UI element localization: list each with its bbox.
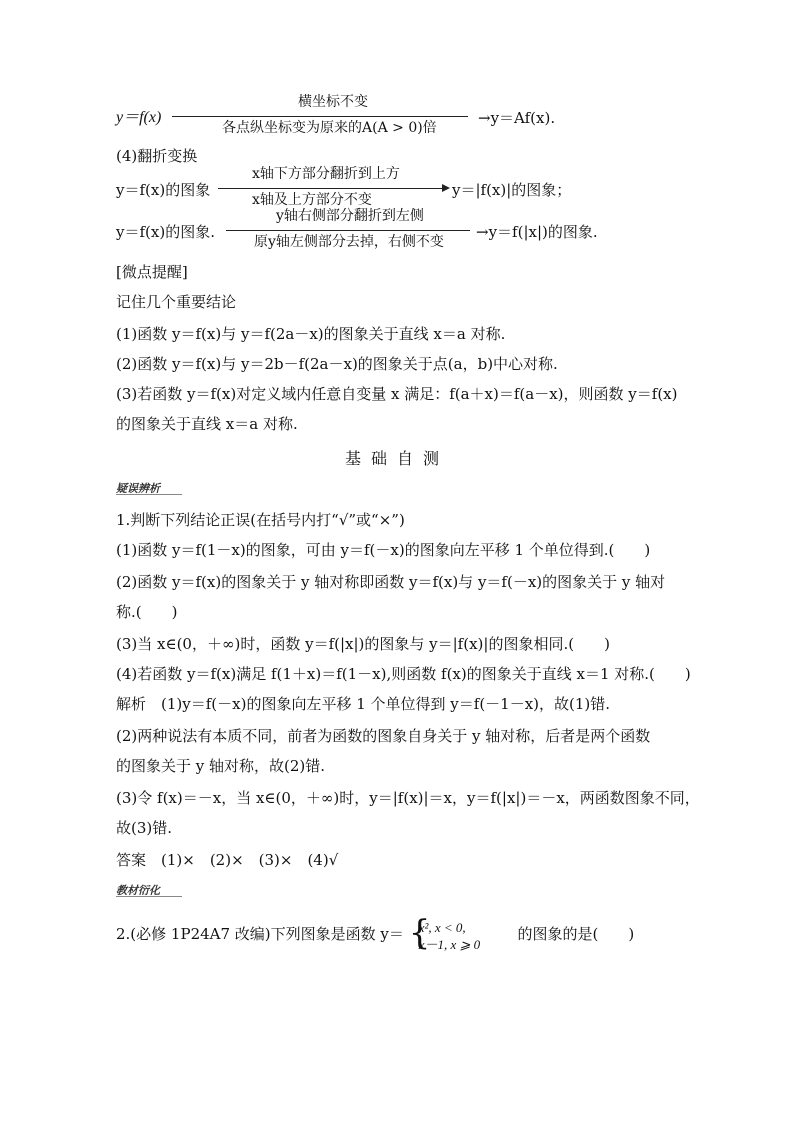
q2-suffix: 的图象的是( ) <box>517 925 635 943</box>
flip-heading: (4)翻折变换 <box>116 147 198 165</box>
flip-source-1: y＝f(x)的图象 <box>116 181 211 199</box>
q2-prefix: 2.(必修 1P24A7 改编)下列图象是函数 y＝ <box>116 925 404 943</box>
q1-item-3: (3)当 x∈(0，＋∞)时，函数 y＝f(|x|)的图象与 y＝|f(x)|的图象相同.( ) <box>116 635 610 653</box>
piecewise-case-1: x², x < 0, <box>418 920 466 935</box>
arrow-label-bottom: x轴及上方部分不变 <box>252 192 372 208</box>
q1-analysis-3: 的图象关于 y 轴对称，故(2)错. <box>116 757 326 775</box>
arrow-label-bottom: 各点纵坐标变为原来的A(A > 0)倍 <box>222 120 437 136</box>
transform-arrow-1 <box>172 94 472 138</box>
arrow-label-top: 横坐标不变 <box>298 94 368 110</box>
tag-error-analysis: 疑误辨析 <box>116 482 160 495</box>
arrow-head <box>442 184 450 192</box>
tag-underline <box>116 896 182 897</box>
q1-analysis-2: (2)两种说法有本质不同，前者为函数的图象自身关于 y 轴对称，后者是两个函数 <box>116 727 651 745</box>
note-item-2: (2)函数 y＝f(x)与 y＝2b－f(2a－x)的图象关于点(a，b)中心对称. <box>116 355 558 373</box>
flip-result-2: →y＝f(|x|)的图象. <box>476 223 598 241</box>
flip-arrow-1 <box>218 166 450 210</box>
notes-intro: 记住几个重要结论 <box>116 293 237 311</box>
flip-result-1: y＝|f(x)|的图象； <box>452 181 572 199</box>
piecewise-function <box>408 913 513 953</box>
flip-arrow-2 <box>226 208 476 252</box>
arrow-shaft <box>172 116 468 117</box>
arrow-label-top: x轴下方部分翻折到上方 <box>252 166 400 182</box>
flip-source-2: y＝f(x)的图象. <box>116 223 215 241</box>
note-item-3: (3)若函数 y＝f(x)对定义域内任意自变量 x 满足：f(a＋x)＝f(a－x)，则函数 y＝f(x) <box>116 385 678 403</box>
q2-question <box>116 913 635 953</box>
arrow-label-bottom: 原y轴左侧部分去掉，右侧不变 <box>254 234 444 250</box>
arrow-shaft <box>218 188 444 189</box>
q1-analysis-5: 故(3)错. <box>116 819 173 837</box>
transform-result-1: →y＝Af(x). <box>478 109 556 127</box>
q1-answer: 答案 (1)× (2)× (3)× (4)√ <box>116 851 339 869</box>
note-item-1: (1)函数 y＝f(x)与 y＝f(2a－x)的图象关于直线 x＝a 对称. <box>116 325 506 343</box>
tag-textbook-derivation: 教材衍化 <box>116 884 160 897</box>
note-item-3-cont: 的图象关于直线 x＝a 对称. <box>116 415 298 433</box>
transform-source-1: y＝f(x) <box>116 109 162 126</box>
q1-item-4: (4)若函数 y＝f(x)满足 f(1＋x)＝f(1－x),则函数 f(x)的图象关于直线 x＝1 对称.( ) <box>116 665 691 683</box>
arrow-label-top: y轴右侧部分翻折到左侧 <box>276 208 424 224</box>
q1-item-1: (1)函数 y＝f(1－x)的图象，可由 y＝f(－x)的图象向左平移 1 个单位得到.( ) <box>116 541 651 559</box>
piecewise-case-2: x－1, x ⩾ 0 <box>418 937 481 952</box>
q1-analysis-4: (3)令 f(x)＝－x，当 x∈(0，＋∞)时，y＝|f(x)|＝x，y＝f(|x|)＝－x，两函数图象不同， <box>116 789 700 807</box>
q1-item-2-cont: 称.( ) <box>116 603 178 621</box>
q1-item-2: (2)函数 y＝f(x)的图象关于 y 轴对称即函数 y＝f(x)与 y＝f(－x)的图象关于 y 轴对 <box>116 573 666 591</box>
arrow-shaft <box>226 230 470 231</box>
notes-title: [微点提醒] <box>116 263 188 281</box>
q1-analysis-1: 解析 (1)y＝f(－x)的图象向左平移 1 个单位得到 y＝f(－1－x)，故(1)错. <box>116 695 611 713</box>
tag-underline <box>116 494 182 495</box>
brace-icon: { <box>408 913 431 953</box>
q1-prompt: 1.判断下列结论正误(在括号内打“√”或“×”) <box>116 511 405 529</box>
section-title: 基础自测 <box>344 449 449 468</box>
